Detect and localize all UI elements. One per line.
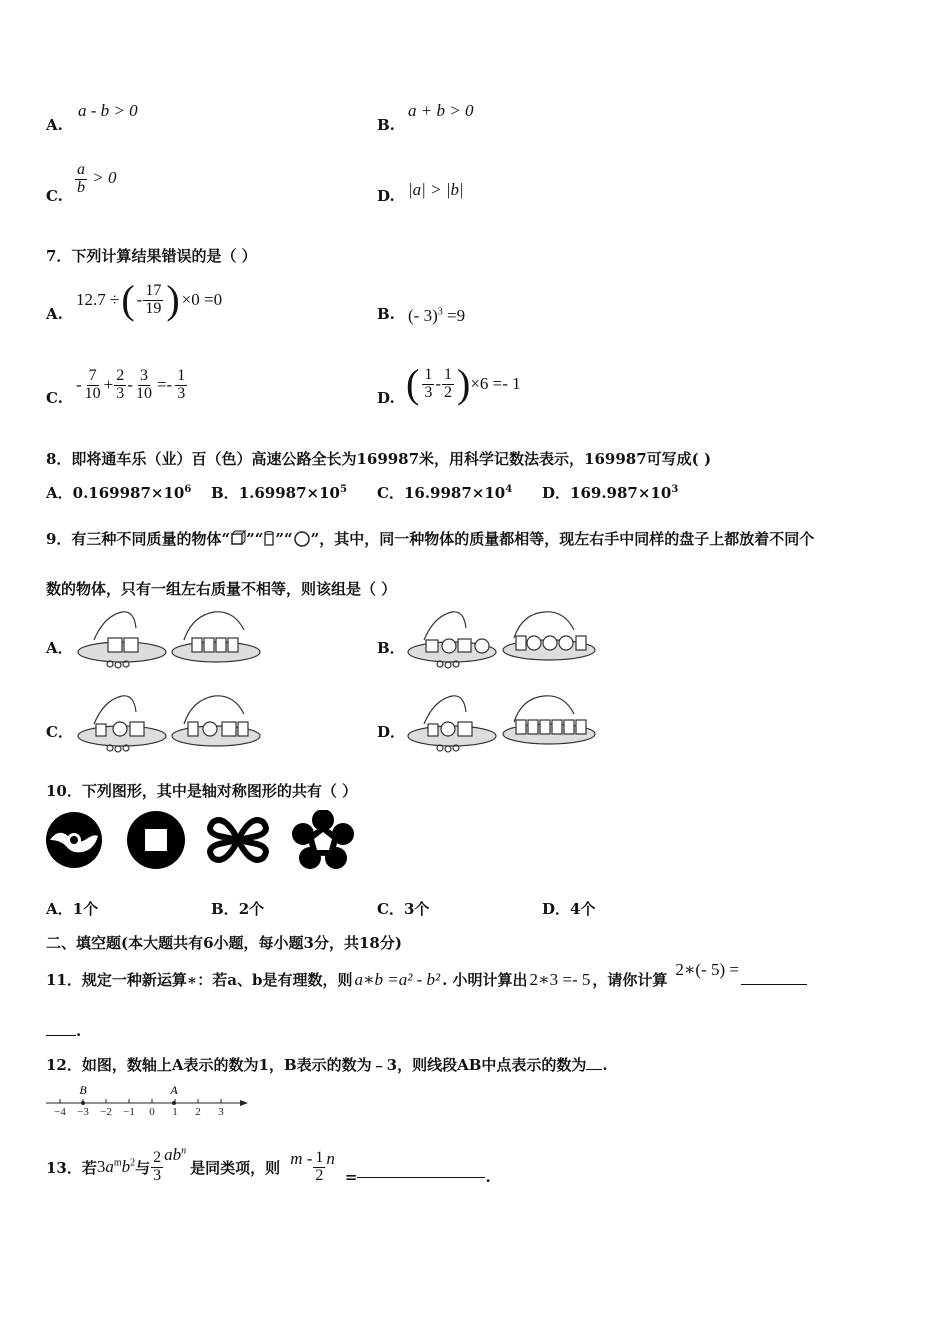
q6-c-label: C. xyxy=(46,187,63,205)
number-line-tick-label: 1 xyxy=(172,1106,178,1118)
q7-c-label: C. xyxy=(46,389,63,407)
q7-b-exp: 3 xyxy=(437,306,443,318)
q9-c-balance-image xyxy=(74,692,274,758)
q7-b-post: =9 xyxy=(446,306,466,325)
q13-line xyxy=(46,1145,491,1187)
q8-a-base: 0.169987×10 xyxy=(72,484,185,502)
q8-a-label: A． xyxy=(46,484,73,502)
q6-c-num: a xyxy=(77,161,85,178)
number-line xyxy=(44,1082,254,1118)
q10-option-c xyxy=(377,898,429,919)
q11-post: ，请你计算 xyxy=(592,971,668,989)
knot-pattern-figure xyxy=(205,810,271,870)
q9-d-label: D． xyxy=(377,723,406,741)
q10-d-label: D． xyxy=(542,900,571,918)
q8-stem: 8．即将通车乐（业）百（色）高速公路全长为169987米，用科学记数法表示，169987可写成( ) xyxy=(46,450,712,468)
q8-c-exp: 4 xyxy=(505,484,513,495)
q6-c-den: b xyxy=(77,178,85,196)
q8-b-label: B． xyxy=(211,484,239,502)
q10-c-label: C． xyxy=(377,900,404,918)
q12-answer-blank[interactable] xyxy=(586,1069,602,1070)
q6-a-label: A. xyxy=(46,116,63,134)
q7-d-expr xyxy=(406,361,521,406)
q7-a-pre: 12.7 ÷ xyxy=(76,290,120,309)
q7-b-expr xyxy=(408,306,465,326)
q7-c-d2: 3 xyxy=(116,384,125,402)
q10-stem: 10．下列图形，其中是轴对称图形的共有（ ） xyxy=(46,782,358,800)
q12-stem-text: 12．如图，数轴上A表示的数为1，B表示的数为﹣3，则线段AB中点表示的数为 xyxy=(46,1056,587,1074)
q13-answer-blank[interactable] xyxy=(357,1177,485,1178)
q8-d-label: D． xyxy=(542,484,571,502)
q11-line xyxy=(46,960,807,990)
q7-d-d2: 2 xyxy=(444,383,452,401)
number-line-tick-label: −3 xyxy=(77,1106,89,1118)
q7-d-n2: 1 xyxy=(444,365,452,383)
q7-a-lparen: ( xyxy=(121,277,135,322)
q7-c-minus2: - xyxy=(127,375,133,395)
q11-given: 2∗3 =- 5 xyxy=(529,970,591,989)
cylinder-object-icon xyxy=(263,530,275,548)
number-line-tick-label: 3 xyxy=(218,1106,224,1118)
q6-a-expr: a - b > 0 xyxy=(78,101,138,120)
q11-mid: . 小明计算出 xyxy=(442,971,528,989)
q8-option-a xyxy=(46,482,191,503)
q6-c-expr xyxy=(74,162,116,197)
q9-stem xyxy=(46,528,814,549)
q7-d-rparen: ) xyxy=(457,361,471,406)
q6-b-expr: a + b > 0 xyxy=(408,101,474,120)
point-a-label: A xyxy=(170,1083,178,1097)
q10-c-text: 3个 xyxy=(403,900,430,918)
q12-end: . xyxy=(602,1056,608,1074)
q9-stem-part1: 9．有三种不同质量的物体“ xyxy=(46,530,231,548)
q13-e-num: 1 xyxy=(315,1149,324,1166)
q9-b-balance-image xyxy=(404,608,604,674)
q13-term1: $3a^mb^2$ xyxy=(96,1157,136,1177)
q13-with: 与 xyxy=(135,1158,151,1177)
number-line-tick-label: −4 xyxy=(54,1106,66,1118)
q8-d-base: 169.987×10 xyxy=(570,484,672,502)
q11-blank-continuation xyxy=(46,1022,81,1040)
number-line-tick-label: −2 xyxy=(100,1106,112,1118)
q13-e-den: 2 xyxy=(315,1166,324,1184)
sphere-object-icon xyxy=(293,530,311,548)
q9-b-label: B． xyxy=(377,639,405,657)
q10-option-b xyxy=(211,898,264,919)
flower-pentagon-figure xyxy=(292,810,354,870)
q9-stem-part4: ”，其中，同一种物体的质量都相等，现左右手中同样的盘子上都放着不同个 xyxy=(310,530,815,548)
q7-stem: 7．下列计算结果错误的是（ ） xyxy=(46,247,257,265)
q13-eq: = xyxy=(344,1168,358,1187)
q13-t2-den: 3 xyxy=(153,1166,162,1184)
q9-a-label: A． xyxy=(46,639,73,657)
q11-pre: 11．规定一种新运算∗：若a、b是有理数，则 xyxy=(46,971,353,989)
q7-c-n3: 3 xyxy=(139,367,148,384)
q7-c-d3: 10 xyxy=(135,384,152,402)
q13-e-m: m - xyxy=(290,1149,313,1169)
q8-a-exp: 6 xyxy=(184,484,192,495)
q8-c-label: C． xyxy=(377,484,404,502)
number-line-arrow xyxy=(240,1100,248,1106)
q8-option-d xyxy=(542,482,678,503)
q7-a-post: ×0 =0 xyxy=(181,290,223,309)
cube-object-icon xyxy=(230,530,246,548)
q7-d-lparen: ( xyxy=(406,361,420,406)
q7-c-eq: =- xyxy=(156,375,173,395)
q12-stem xyxy=(46,1054,608,1075)
q7-c-minus: - xyxy=(76,375,82,395)
q13-pre: 13．若 xyxy=(46,1158,97,1177)
q7-a-expr xyxy=(76,277,223,322)
q13-t2-rest: ab xyxy=(164,1145,182,1165)
q7-c-n1: 7 xyxy=(88,367,97,384)
q8-c-base: 16.9987×10 xyxy=(403,484,506,502)
number-line-tick-label: 0 xyxy=(149,1106,155,1118)
q7-d-d1: 3 xyxy=(424,383,433,401)
q9-stem-part2: ”“ xyxy=(246,529,264,548)
q7-c-d4: 3 xyxy=(177,384,186,402)
q7-c-n4: 1 xyxy=(177,367,186,384)
q11-end: . xyxy=(76,1022,82,1040)
q9-a-balance-image xyxy=(74,608,274,674)
q13-t2-exp: n xyxy=(181,1145,187,1157)
q6-c-rest: > 0 xyxy=(92,168,117,188)
point-b-dot xyxy=(81,1101,85,1105)
q6-d-expr: |a| > |b| xyxy=(408,180,464,199)
q11-ask: 2∗(- 5) = xyxy=(675,960,740,979)
q7-c-n2: 2 xyxy=(116,367,125,384)
q10-a-text: 1个 xyxy=(72,900,99,918)
q8-option-b xyxy=(211,482,347,503)
q13-t2-num: 2 xyxy=(153,1149,162,1166)
q10-b-label: B． xyxy=(211,900,239,918)
q7-a-rparen: ) xyxy=(166,277,180,322)
q9-c-label: C． xyxy=(46,723,73,741)
q7-a-num: 17 xyxy=(145,281,162,299)
q7-c-expr xyxy=(76,368,188,403)
q9-stem-line2: 数的物体，只有一组左右质量不相等，则该组是（ ） xyxy=(46,580,397,598)
q7-b-base: (- 3) xyxy=(408,306,438,325)
taiji-swirl-figure xyxy=(44,810,104,870)
number-line-tick-label: −1 xyxy=(123,1106,135,1118)
q9-stem-part3: ”“ xyxy=(275,529,293,548)
point-a-dot xyxy=(172,1101,176,1105)
q7-d-n1: 1 xyxy=(424,365,433,383)
q7-d-minus: - xyxy=(435,374,441,393)
q10-option-a xyxy=(46,898,98,919)
q10-b-text: 2个 xyxy=(238,900,265,918)
q8-b-exp: 5 xyxy=(339,484,347,495)
square-coin-figure xyxy=(126,810,186,870)
q6-d-label: D. xyxy=(377,187,395,205)
q13-e-n: n xyxy=(326,1149,335,1169)
q7-c-plus: + xyxy=(103,375,114,395)
q7-a-label: A. xyxy=(46,305,63,323)
q13-mid: 是同类项，则 xyxy=(190,1158,281,1177)
q7-d-post: ×6 =- 1 xyxy=(470,374,521,393)
q8-d-exp: 3 xyxy=(671,484,679,495)
q11-def-expr: a∗b =a² - b² xyxy=(354,970,441,989)
q11-answer-blank[interactable] xyxy=(741,984,807,985)
q7-b-label: B. xyxy=(377,305,395,323)
q7-c-d1: 10 xyxy=(84,384,101,402)
q6-b-label: B. xyxy=(377,116,395,134)
q10-option-d xyxy=(542,898,595,919)
point-b-label: B xyxy=(79,1083,87,1097)
number-line-tick-label: 2 xyxy=(195,1106,201,1118)
q7-d-label: D. xyxy=(377,389,395,407)
q8-option-c xyxy=(377,482,512,503)
q8-b-base: 1.69987×10 xyxy=(238,484,340,502)
q7-a-minus: - xyxy=(136,290,143,309)
section2-title: 二、填空题(本大题共有6小题，每小题3分，共18分) xyxy=(46,934,402,952)
q10-d-text: 4个 xyxy=(570,900,596,918)
q10-a-label: A． xyxy=(46,900,73,918)
q7-a-den: 19 xyxy=(145,299,162,317)
q11-answer-blank-cont[interactable] xyxy=(46,1035,76,1036)
q13-end: . xyxy=(485,1168,491,1187)
q9-d-balance-image xyxy=(404,692,604,758)
